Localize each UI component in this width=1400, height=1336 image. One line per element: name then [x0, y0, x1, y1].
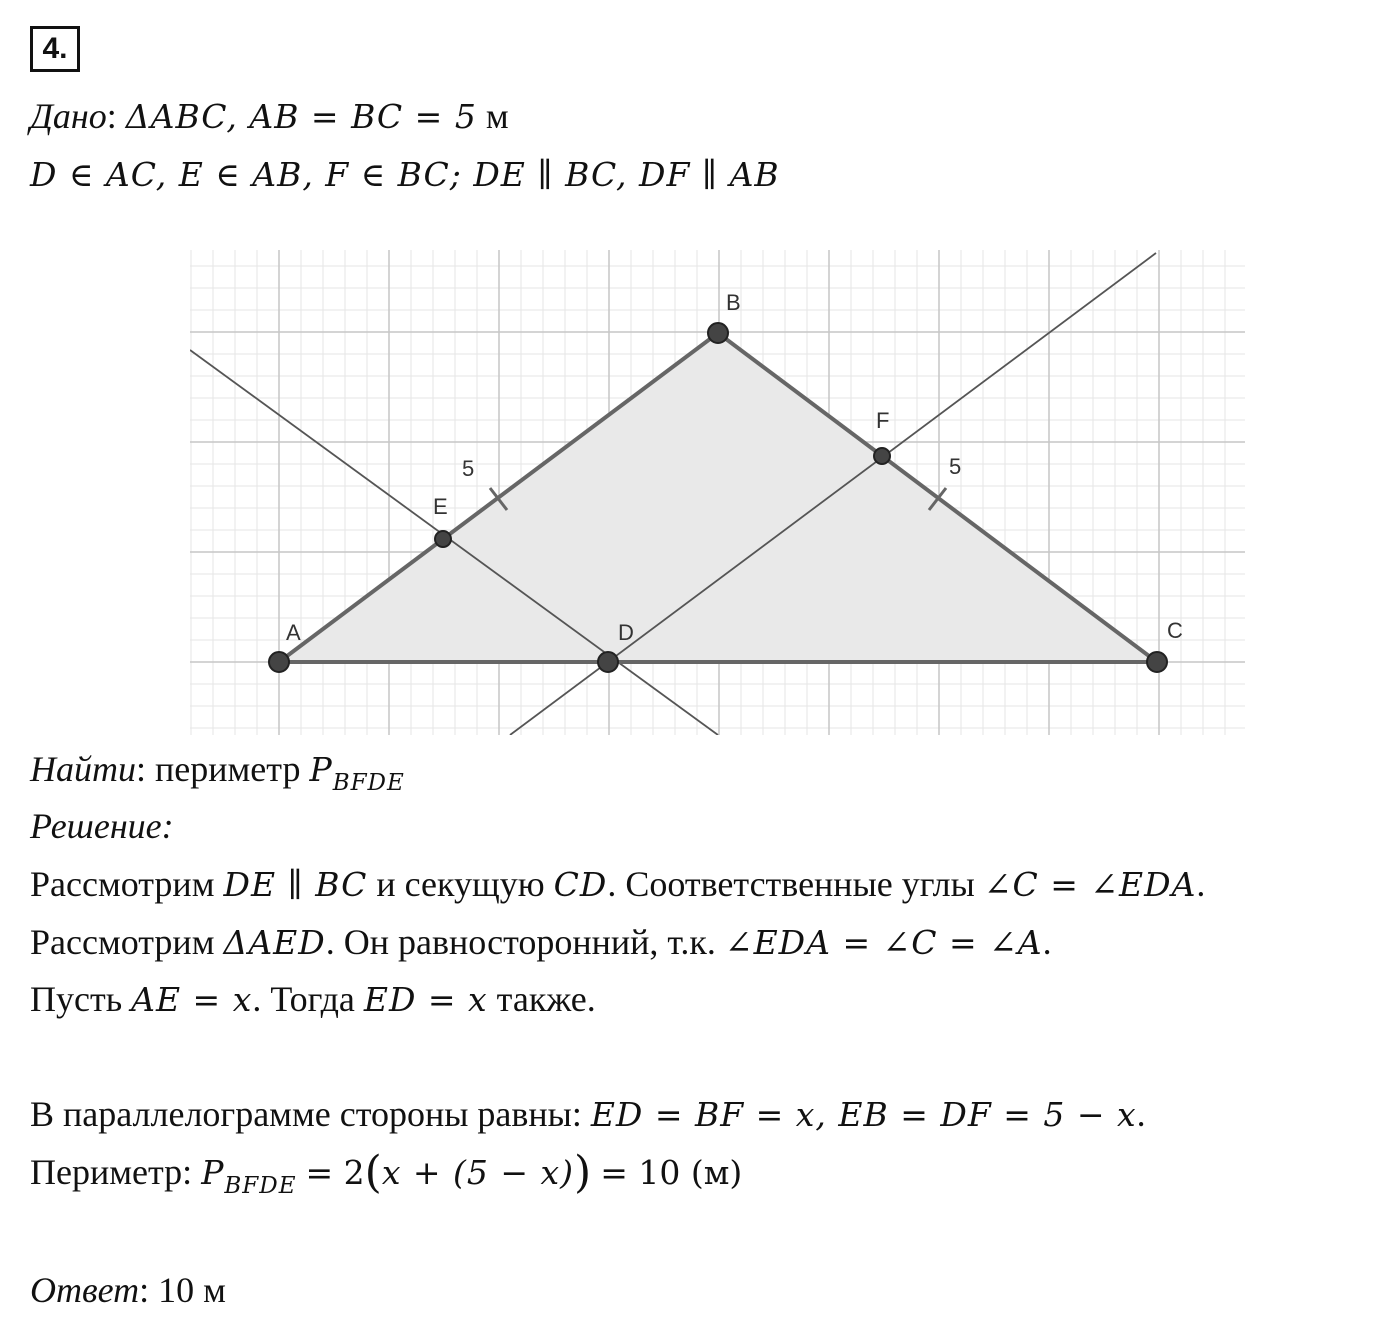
solution-label-line: Решение:: [30, 806, 174, 846]
find-text: периметр: [155, 749, 301, 789]
label-c: C: [1167, 618, 1183, 643]
label-a: A: [286, 620, 301, 645]
step-5-p: P: [201, 1153, 225, 1192]
step-4-text-2: .: [1136, 1094, 1146, 1134]
given-line-2: [30, 152, 780, 197]
label-e: E: [433, 494, 448, 519]
step-2-text-3: .: [1042, 922, 1052, 962]
given-math-2: D ∈ AC, E ∈ AB, F ∈ BC; DE ∥ BC, DF ∥ AB: [30, 155, 780, 194]
step-3-text-2: . Тогда: [252, 979, 355, 1019]
step-3: [30, 977, 596, 1022]
point-b: [708, 323, 728, 343]
step-5-inner: x + (5 − x): [381, 1153, 575, 1192]
solution-label: Решение: [30, 806, 162, 846]
step-2-math-2: ∠EDA = ∠C = ∠A: [724, 923, 1043, 962]
step-4: [30, 1092, 1146, 1137]
problem-number: 4.: [30, 26, 80, 72]
step-5-open-paren: (: [364, 1147, 382, 1198]
point-f: [874, 448, 890, 464]
step-4-text-1: В параллелограмме стороны равны:: [30, 1094, 582, 1134]
step-2-text-1: Рассмотрим: [30, 922, 215, 962]
step-3-text-1: Пусть: [30, 979, 123, 1019]
step-3-text-3: также.: [496, 979, 596, 1019]
step-4-math-1: ED = BF = x, EB = DF = 5 − x: [590, 1095, 1137, 1134]
answer-value: 10 м: [158, 1270, 226, 1310]
answer-label: Ответ: [30, 1270, 140, 1310]
step-5-eq-1: = 2: [305, 1153, 365, 1192]
given-line-1: Дано: ΔABC, AB = BC = 5 м: [30, 96, 509, 136]
given-unit: м: [485, 96, 509, 136]
side-label-ab: 5: [462, 456, 475, 481]
step-5-p-sub: BFDE: [224, 1173, 297, 1199]
label-b: B: [726, 290, 741, 315]
point-e: [435, 531, 451, 547]
step-1-text-1: Рассмотрим: [30, 864, 215, 904]
step-1-math-3: ∠C = ∠EDA: [983, 865, 1197, 904]
step-1-math-1: DE ∥ BC: [223, 865, 368, 904]
triangle-figure: [190, 250, 1245, 735]
step-5-eq-2: = 10 (м): [600, 1153, 743, 1192]
step-3-math-1: AE = x: [131, 980, 253, 1019]
step-1: [30, 862, 1205, 907]
step-5-text-1: Периметр:: [30, 1152, 193, 1192]
step-1-text-2: и секущую: [376, 864, 545, 904]
find-line: Найти: периметр $P_{BFDE}$: [30, 749, 405, 796]
step-5: [30, 1147, 743, 1208]
find-p-sub: BFDE: [332, 770, 405, 796]
step-2-text-2: . Он равносторонний, т.к.: [325, 922, 716, 962]
label-d: D: [618, 620, 634, 645]
label-f: F: [876, 408, 890, 433]
given-math-1: ΔABC, AB = BC = 5: [125, 97, 477, 136]
given-label: Дано: [30, 96, 107, 136]
step-1-text-4: .: [1196, 864, 1206, 904]
step-3-math-2: ED = x: [363, 980, 488, 1019]
step-2: [30, 920, 1052, 965]
step-1-math-2: CD: [553, 865, 608, 904]
step-5-close-paren: ): [574, 1147, 592, 1198]
step-2-math-1: ΔAED: [223, 923, 326, 962]
answer-line: Ответ: 10 м: [30, 1270, 226, 1310]
find-label: Найти: [30, 749, 136, 789]
side-label-bc: 5: [949, 454, 962, 479]
point-a: [269, 652, 289, 672]
find-p: P: [309, 750, 333, 789]
point-d: [598, 652, 618, 672]
point-c: [1147, 652, 1167, 672]
step-1-text-3: . Соответственные углы: [607, 864, 975, 904]
